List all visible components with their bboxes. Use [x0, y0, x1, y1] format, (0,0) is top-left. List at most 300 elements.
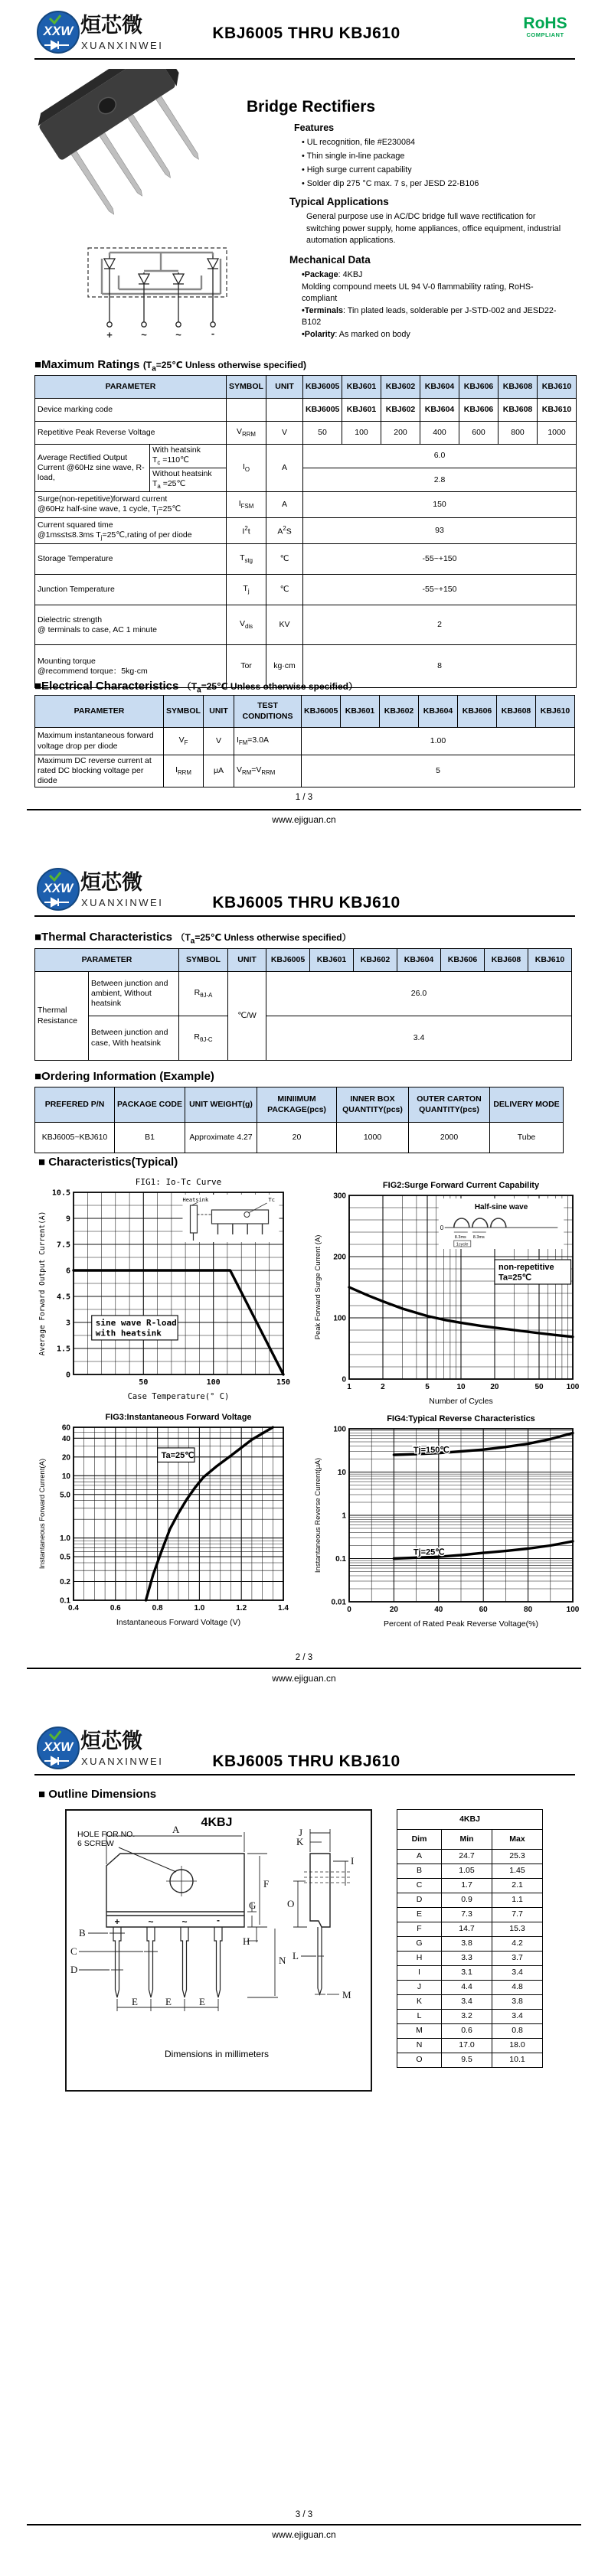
cell: I	[397, 1966, 442, 1981]
cell: Without heatsink $T_a$ =25℃	[150, 468, 227, 492]
header-rule	[34, 58, 575, 60]
applications-text: General purpose use in AC/DC bridge full wave rectification for switching power supply, home appliances, office equipment, industrial automation applications.	[306, 212, 561, 245]
cell: KBJ608	[498, 399, 538, 422]
cell: 3.4	[266, 1016, 572, 1061]
y-tick-label: 0	[342, 1375, 346, 1384]
terminal-minus-label: -	[211, 328, 215, 339]
x-tick-label: 100	[206, 1378, 221, 1387]
header-cell: KBJ606	[441, 949, 485, 972]
y-tick-label: 0.1	[335, 1555, 346, 1564]
x-axis-label: Percent of Rated Peak Reverse Voltage(%)	[384, 1619, 538, 1629]
x-tick-label: 100	[566, 1383, 580, 1391]
page1-number: 1 / 3	[295, 793, 313, 802]
header-cell: KBJ601	[342, 376, 381, 399]
header-cell: KBJ608	[498, 376, 538, 399]
x-tick-label: 20	[490, 1383, 499, 1391]
cell: Repetitive Peak Reverse Voltage	[35, 422, 227, 445]
logo-monogram: XXW	[43, 881, 74, 895]
cell: 800	[498, 422, 538, 445]
y-tick-label: 200	[333, 1253, 346, 1262]
elec-table	[34, 695, 575, 787]
x-tick-label: 0.6	[110, 1604, 121, 1612]
cell: J	[397, 1981, 442, 1995]
cell: 3.4	[442, 1995, 492, 2010]
cell: 10.1	[492, 2053, 543, 2068]
cell: $V_{RRM}$	[227, 422, 266, 445]
cell: D	[397, 1893, 442, 1908]
header-cell: KBJ6005	[266, 949, 310, 972]
page2-number: 2 / 3	[295, 1653, 313, 1662]
x-tick-label: 150	[276, 1378, 291, 1387]
brand-logo-graphic	[34, 1723, 171, 1772]
y-tick-label: 40	[61, 1434, 70, 1443]
mechanical-heading: Mechanical Data	[289, 254, 371, 266]
cell: 2.1	[492, 1879, 543, 1893]
terminal-plus-label: +	[106, 329, 113, 341]
cell: -55~+150	[303, 575, 577, 605]
cell: 2	[303, 605, 577, 645]
header-cell: KBJ601	[310, 949, 354, 972]
fig2-surge-current-chart	[312, 1179, 580, 1407]
dimensions-caption: Dimensions in millimeters	[164, 2049, 270, 2059]
cell: Between junction and case, With heatsink	[89, 1016, 179, 1061]
x-tick-label: 0.4	[68, 1604, 79, 1612]
cell: Mounting torque @recommend torque：5kg·cm	[35, 645, 227, 688]
page-title: KBJ6005 THRU KBJ610	[212, 1753, 400, 1770]
header-cell: KBJ601	[341, 696, 380, 728]
terminal-ac1-label: ~	[141, 329, 147, 341]
header-cell: SYMBOL	[227, 376, 266, 399]
header-cell: TEST CONDITIONS	[234, 696, 302, 728]
cell: Max	[492, 1830, 543, 1850]
y-tick-label: 0	[65, 1371, 70, 1380]
header-cell: UNIT WEIGHT(g)	[185, 1087, 257, 1123]
brand-logo-graphic	[34, 8, 171, 57]
cell: 4.4	[442, 1981, 492, 1995]
header-cell: KBJ602	[380, 696, 419, 728]
y-tick-label: 3	[65, 1319, 70, 1328]
dim-F-label: F	[263, 1878, 270, 1890]
dim-L-label: L	[293, 1950, 299, 1961]
cell: 9.5	[442, 2053, 492, 2068]
header-cell: UNIT	[228, 949, 266, 972]
cell: KBJ601	[342, 399, 381, 422]
terminal-ac2-label: ~	[175, 329, 181, 341]
dimensions-table-wrap	[397, 1809, 543, 2068]
rohs-badge	[507, 15, 583, 38]
header-cell: KBJ608	[497, 696, 536, 728]
fig4-reverse-characteristics-chart	[312, 1412, 580, 1629]
chart-annotation: Tj=25℃	[413, 1547, 445, 1557]
y-tick-label: 5.0	[60, 1491, 70, 1500]
chart-title: FIG2:Surge Forward Current Capability	[382, 1181, 540, 1190]
cell: 0.8	[492, 2024, 543, 2039]
header-cell: MINIIMUM PACKAGE(pcs)	[257, 1087, 337, 1123]
x-tick-label: 1.4	[278, 1604, 289, 1612]
outline-drawing	[67, 1811, 368, 2087]
cell: $R_{\theta J-A}$	[179, 972, 228, 1016]
cell: 1000	[337, 1123, 409, 1153]
cell: M	[397, 2024, 442, 2039]
cell	[227, 399, 266, 422]
y-axis-label: Average Forward Output Current(A)	[38, 1211, 47, 1356]
brand-name-en: XUANXINWEI	[81, 40, 164, 51]
header-cell: KBJ6005	[303, 376, 342, 399]
cell: 4.2	[492, 1937, 543, 1952]
applications-heading: Typical Applications	[289, 196, 389, 207]
page-title: KBJ6005 THRU KBJ610	[212, 24, 400, 42]
x-axis-label: Instantaneous Forward Voltage (V)	[116, 1618, 241, 1627]
cell: KBJ606	[459, 399, 498, 422]
chart-annotation: Ta=25℃	[498, 1273, 531, 1283]
dim-I-label: I	[351, 1855, 355, 1867]
max-ratings-title: ■Maximum Ratings	[34, 358, 140, 371]
cell: 0.6	[442, 2024, 492, 2039]
site-link-1[interactable]: www.ejiguan.cn	[272, 814, 336, 825]
cell: KBJ6005~KBJ610	[35, 1123, 115, 1153]
x-tick-label: 40	[434, 1606, 443, 1614]
features-list	[302, 135, 577, 191]
electrical-title: ■Electrical Characteristics	[34, 680, 179, 693]
thermal-table	[34, 948, 572, 1061]
y-tick-label: 0.01	[331, 1598, 346, 1607]
brand-name-cn: 烜芯微	[80, 871, 142, 894]
cell: 24.7	[442, 1850, 492, 1864]
cell: Device marking code	[35, 399, 227, 422]
feature-item: • High surge current capability	[302, 163, 577, 177]
cell: μA	[204, 755, 234, 787]
footer-rule-3	[27, 2524, 581, 2525]
electrical-heading	[34, 680, 358, 694]
header-cell: UNIT	[204, 696, 234, 728]
footer-rule-1	[27, 809, 581, 810]
x-tick-label: 50	[534, 1383, 544, 1391]
x-tick-label: 1.0	[194, 1604, 205, 1612]
y-tick-label: 6	[65, 1267, 70, 1276]
cell: 17.0	[442, 2039, 492, 2053]
max-ratings-heading	[34, 358, 306, 373]
cell: 3.7	[492, 1952, 543, 1966]
feature-item: • UL recognition, file #E230084	[302, 135, 577, 149]
header-cell: KBJ608	[485, 949, 528, 972]
outline-terminal-ac2: ~	[181, 1916, 188, 1927]
header-cell: KBJ604	[419, 696, 458, 728]
cell: G	[397, 1937, 442, 1952]
rohs-label: RoHS	[523, 15, 567, 32]
y-axis-label: Instantaneous Reverse Current(μA)	[314, 1457, 322, 1573]
cell: 6.0	[303, 445, 577, 468]
outline-terminal-plus: +	[114, 1916, 120, 1927]
cell: 100	[342, 422, 381, 445]
y-tick-label: 1.0	[60, 1534, 70, 1544]
x-tick-label: 10	[456, 1383, 466, 1391]
product-title: Bridge Rectifiers	[247, 98, 376, 116]
y-tick-label: 10	[337, 1469, 346, 1477]
cell: Maximum DC reverse current at rated DC blocking voltage per diode	[35, 755, 164, 787]
cell: N	[397, 2039, 442, 2053]
y-tick-label: 10.5	[51, 1189, 70, 1198]
x-tick-label: 5	[425, 1383, 430, 1391]
dim-N-label: N	[279, 1955, 286, 1966]
package-name-label: 4KBJ	[201, 1816, 233, 1829]
header-cell: INNER BOX QUANTITY(pcs)	[337, 1087, 409, 1123]
cell: 600	[459, 422, 498, 445]
cell: $I^2t$	[227, 518, 266, 544]
fig3-forward-voltage-chart	[37, 1410, 291, 1628]
header-cell: KBJ610	[528, 949, 572, 972]
inset-ms-label: 8.3ms	[454, 1235, 466, 1240]
cell: 20	[257, 1123, 337, 1153]
cell: O	[397, 2053, 442, 2068]
cell: B	[397, 1864, 442, 1879]
header-cell: KBJ602	[354, 949, 397, 972]
dim-D-label: D	[70, 1964, 78, 1975]
y-axis-label: Instantaneous Forward Current(A)	[38, 1458, 47, 1570]
inset-heatsink-label: Heatsink	[182, 1197, 209, 1203]
fig1-io-tc-curve-chart	[37, 1176, 291, 1402]
x-tick-label: 80	[524, 1606, 533, 1614]
chart-annotation: non-repetitive	[498, 1263, 554, 1272]
cell: Surge(non-repetitive)forward current @60Hz half-sine wave, 1 cycle, $T_j=25℃$	[35, 492, 227, 518]
page-title: KBJ6005 THRU KBJ610	[212, 894, 400, 911]
cell: Junction Temperature	[35, 575, 227, 605]
brand-name-en: XUANXINWEI	[81, 1756, 164, 1767]
cell: 3.1	[442, 1966, 492, 1981]
header-rule-3	[34, 1774, 575, 1775]
cell: Dielectric strength @ terminals to case, AC 1 minute	[35, 605, 227, 645]
max_ratings-table	[34, 375, 577, 688]
site-link-3[interactable]: www.ejiguan.cn	[272, 2529, 336, 2540]
cell: $I_{FM}=3.0A$	[234, 728, 302, 755]
feature-item: • Solder dip 275 °C max. 7 s, per JESD 22-B106	[302, 177, 577, 191]
dim-E-label: E	[132, 1996, 138, 2007]
header-cell: OUTER CARTON QUANTITY(pcs)	[409, 1087, 490, 1123]
header-cell: UNIT	[266, 376, 303, 399]
x-axis-label: Case Temperature(° C)	[127, 1392, 230, 1401]
cell: L	[397, 2010, 442, 2024]
dim-O-label: O	[287, 1898, 295, 1909]
brand-name-cn: 烜芯微	[80, 1730, 142, 1753]
cell: 400	[420, 422, 459, 445]
dim-E-label: E	[199, 1996, 205, 2007]
cell: With heatsink $T_c$ =110℃	[150, 445, 227, 468]
feature-item: • Thin single in-line package	[302, 149, 577, 163]
cell: $I_O$	[227, 445, 266, 492]
cell: Tube	[490, 1123, 564, 1153]
header-cell: KBJ606	[458, 696, 497, 728]
rohs-compliant-label: COMPLIANT	[526, 31, 564, 38]
header-cell: KBJ606	[459, 376, 498, 399]
cell: 200	[381, 422, 420, 445]
x-tick-label: 0	[347, 1606, 351, 1614]
cell: 5	[302, 755, 575, 787]
mechanical-item: • Polarity: As marked on body	[302, 329, 566, 341]
y-tick-label: 20	[61, 1453, 70, 1462]
y-tick-label: 300	[333, 1192, 346, 1201]
cell: $R_{\theta J-C}$	[179, 1016, 228, 1061]
x-tick-label: 1.2	[236, 1604, 247, 1612]
header-cell: PREFERED P/N	[35, 1087, 115, 1123]
cell: V	[204, 728, 234, 755]
max-ratings-table-wrap	[34, 375, 577, 688]
brand-logo-graphic	[34, 865, 171, 914]
ordering-table-wrap	[34, 1087, 564, 1153]
cell: 3.4	[492, 1966, 543, 1981]
cell: 4.8	[492, 1981, 543, 1995]
x-axis-label: Number of Cycles	[429, 1397, 493, 1406]
cell: 3.4	[492, 2010, 543, 2024]
cell: KBJ610	[538, 399, 577, 422]
header-cell: KBJ6005	[302, 696, 341, 728]
cell: $T_{stg}$	[227, 544, 266, 575]
max-ratings-condition: ($T_a=25℃$ Unless otherwise specified)	[142, 360, 307, 373]
logo-monogram: XXW	[43, 1740, 74, 1754]
inset-tc-label: Tc	[268, 1197, 275, 1203]
product-photo	[37, 69, 213, 222]
cell: 1.00	[302, 728, 575, 755]
cell: 14.7	[442, 1922, 492, 1937]
mechanical-item: Molding compound meets UL 94 V-0 flammability rating, RoHS-compliant	[302, 282, 534, 303]
brand-logo	[34, 8, 171, 60]
cell: 1.1	[492, 1893, 543, 1908]
header-cell: PACKAGE CODE	[115, 1087, 185, 1123]
cell: 25.3	[492, 1850, 543, 1864]
cell: -55~+150	[303, 544, 577, 575]
cell: Approximate 4.27	[185, 1123, 257, 1153]
dim-G-label: G	[249, 1899, 257, 1911]
mechanical-item: • Package: 4KBJ	[302, 269, 566, 282]
cell: 7.7	[492, 1908, 543, 1922]
chart-title: FIG1: Io-Tc Curve	[135, 1177, 222, 1187]
hole-note-line2: 6 SCREW	[77, 1839, 114, 1848]
cell: KBJ604	[420, 399, 459, 422]
header-cell: KBJ610	[536, 696, 575, 728]
bridge-schematic	[79, 240, 236, 344]
thermal-condition: （$T_a=25℃$ Unless otherwise specified）	[175, 932, 351, 946]
chart-annotation: Ta=25℃	[161, 1450, 194, 1460]
dim-H-label: H	[243, 1935, 250, 1947]
x-tick-label: 100	[566, 1606, 580, 1614]
cell: H	[397, 1952, 442, 1966]
cell: $V_F$	[164, 728, 204, 755]
cell: ℃	[266, 575, 303, 605]
cell: E	[397, 1908, 442, 1922]
site-link-2[interactable]: www.ejiguan.cn	[272, 1673, 336, 1684]
header-cell: PARAMETER	[35, 696, 164, 728]
cell: $V_{dis}$	[227, 605, 266, 645]
cell: 1.05	[442, 1864, 492, 1879]
cell: $V_{RM}=V_{RRM}$	[234, 755, 302, 787]
dim-M-label: M	[342, 1989, 351, 2000]
cell: Min	[442, 1830, 492, 1850]
thermal-title: ■Thermal Characteristics	[34, 931, 172, 944]
mechanical-list	[302, 269, 566, 341]
footer-rule-2	[27, 1668, 581, 1669]
cell: Average Rectified Output Current @60Hz sine wave, R-load,	[35, 445, 150, 492]
brand-name-en: XUANXINWEI	[81, 897, 164, 908]
cell: ℃	[266, 544, 303, 575]
y-tick-label: 7.5	[56, 1241, 70, 1250]
dim-E-label: E	[165, 1996, 172, 2007]
logo-monogram: XXW	[43, 24, 74, 38]
chart-title: FIG4:Typical Reverse Characteristics	[387, 1414, 535, 1423]
x-tick-label: 50	[139, 1378, 149, 1387]
header-cell: KBJ604	[397, 949, 441, 972]
cell: Maximum instantaneous forward voltage drop per diode	[35, 728, 164, 755]
cell: 50	[303, 422, 342, 445]
cell: Between junction and ambient, Without heatsink	[89, 972, 179, 1016]
cell: A	[266, 445, 303, 492]
cell: K	[397, 1995, 442, 2010]
y-tick-label: 1.5	[56, 1345, 70, 1354]
outline-drawing-box	[65, 1809, 372, 2092]
thermal-table-wrap	[34, 948, 572, 1061]
dim-C-label: C	[70, 1945, 77, 1957]
inset-cycle-label: 1cycle	[456, 1242, 469, 1247]
characteristics-heading: ■ Characteristics(Typical)	[38, 1156, 178, 1169]
y-tick-label: 4.5	[56, 1293, 70, 1302]
cell: V	[266, 422, 303, 445]
cell: 3.8	[442, 1937, 492, 1952]
cell: Storage Temperature	[35, 544, 227, 575]
x-tick-label: 1	[347, 1383, 351, 1391]
y-tick-label: 9	[65, 1215, 70, 1224]
brand-logo	[34, 1723, 171, 1776]
cell: A	[266, 492, 303, 518]
cell: 2.8	[303, 468, 577, 492]
cell: A	[397, 1850, 442, 1864]
cell: 4KBJ	[397, 1810, 543, 1830]
y-tick-label: 0.5	[60, 1553, 70, 1562]
inset-zero-label: 0	[440, 1224, 444, 1231]
electrical-condition: （$T_a=25℃$ Unless otherwise specified）	[181, 681, 358, 695]
x-tick-label: 20	[389, 1606, 398, 1614]
dim-J-label: J	[299, 1827, 303, 1838]
dim-B-label: B	[79, 1927, 86, 1939]
cell: Dim	[397, 1830, 442, 1850]
outline-terminal-minus: -	[217, 1915, 220, 1925]
y-tick-label: 0.2	[60, 1578, 70, 1587]
cell: 93	[303, 518, 577, 544]
cell: 1000	[538, 422, 577, 445]
x-tick-label: 2	[381, 1383, 385, 1391]
header-cell: SYMBOL	[179, 949, 228, 972]
ordering-table	[34, 1087, 564, 1153]
y-tick-label: 0.1	[60, 1596, 70, 1606]
y-axis-label: Peak Forward Surge Current (A)	[314, 1234, 322, 1340]
cell: 3.8	[492, 1995, 543, 2010]
cell: 15.3	[492, 1922, 543, 1937]
chart-annotation: sine wave R-load	[95, 1317, 177, 1328]
dims-table	[397, 1809, 543, 2068]
cell: Thermal Resistance	[35, 972, 89, 1061]
y-tick-label: 1	[342, 1511, 346, 1521]
dim-K-label: K	[296, 1836, 304, 1847]
chart-annotation: Tj=150℃	[413, 1446, 449, 1456]
electrical-table-wrap	[34, 695, 575, 787]
ordering-heading: ■Ordering Information (Example)	[34, 1070, 214, 1083]
cell: 8	[303, 645, 577, 688]
header-cell: DELIVERY MODE	[490, 1087, 564, 1123]
inset-halfsine-label: Half-sine wave	[474, 1203, 528, 1211]
y-tick-label: 10	[61, 1472, 70, 1481]
cell: Tor	[227, 645, 266, 688]
cell: $I_{FSM}$	[227, 492, 266, 518]
cell: F	[397, 1922, 442, 1937]
hole-note-line1: HOLE FOR NO.	[77, 1830, 136, 1839]
cell: KBJ6005	[303, 399, 342, 422]
cell: 18.0	[492, 2039, 543, 2053]
